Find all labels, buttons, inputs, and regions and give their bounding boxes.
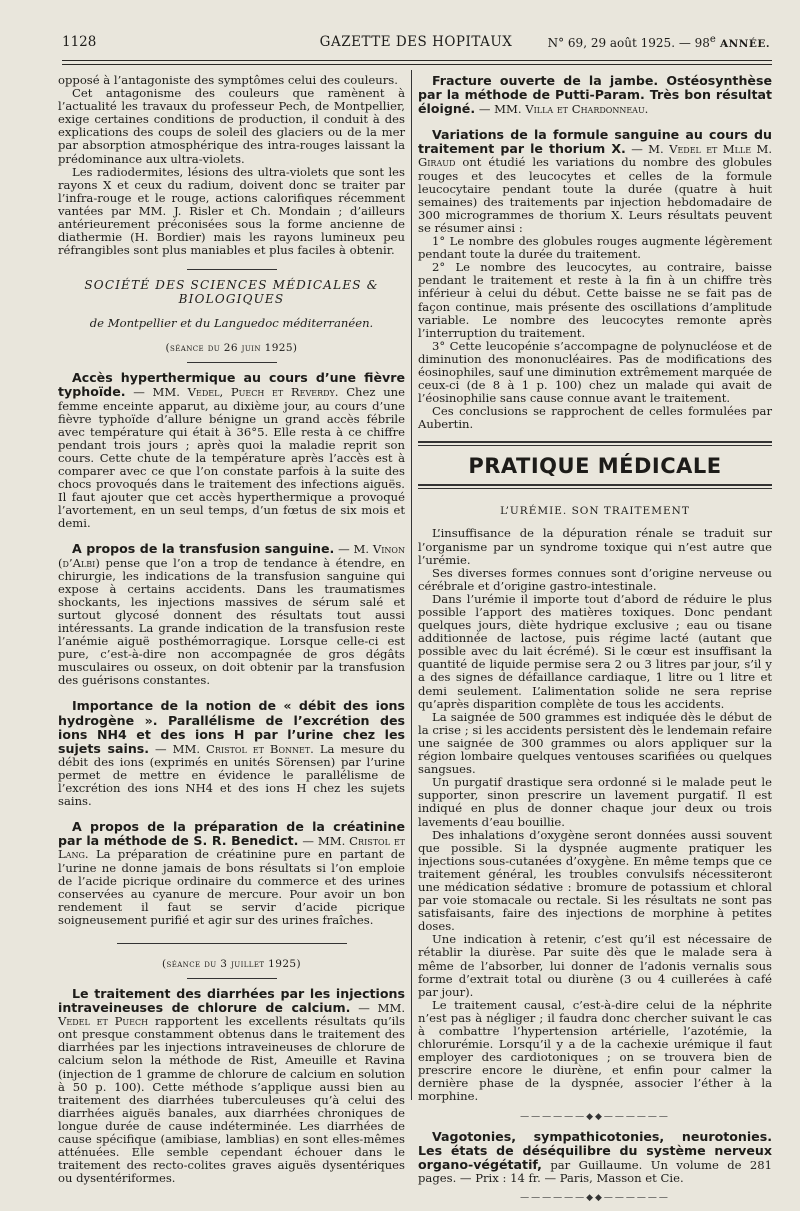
issue-info: N° 69, 29 août 1925. — 98e ANNÉE. — [547, 34, 770, 50]
article-title: Le traitement des diarrhées par les injections intraveineuses de chlorure de calcium. — [58, 985, 405, 1016]
ornament-divider: ——————◆◆—————— — [520, 1111, 670, 1122]
society-subtitle: de Montpellier et du Languedoc méditerranéen. — [89, 316, 374, 331]
paragraph: La saignée de 500 grammes est indiquée dès le début de la crise ; si les accidents persistent dès le lendemain refaire une saignée de 300 grammes ou alors appliquer sur la région lombaire quelques ventouses scarifiées ou quelques sangsues. — [418, 709, 772, 777]
paragraph: Une indication à retenir, c’est qu’il est nécessaire de rétablir la diurèse. Par suite dès que le malade sera à même de l’absorber, lui donner de l’adonis vernalis sous forme d’extrait total ou diurène (3 ou 4 cuillerées à café par jour). — [418, 932, 772, 999]
paragraph: Cet antagonisme des couleurs que ramènent à l’actualité les travaux du professeur Pech, de Montpellier, exige certaines conditions de production, il conduit à des explications des coups de soleil des glaciers ou de la mer par absorption atmosphérique des intra-rouges laissant la prédominance aux ultra-violets. — [58, 86, 405, 166]
section-rule — [418, 484, 772, 489]
article-authors: MM. Vedel et Puech — [58, 1001, 406, 1029]
divider — [117, 943, 347, 944]
article: A propos de la préparation de la créatinine par la méthode de S. R. Benedict. — MM. Cristol et Lang. La préparation de créatinine pure en partant de l’urine ne donne jamais de bons résultats si l’on emploie de l’acide picrique ordinaire du commerce et des urines conservées au cyanure de mercure. Pour avoir un bon rendement il faut se servir d’acide picrique soigneusement purifié et agir sur des urines fraîches. — [58, 819, 406, 927]
page-number: 1128 — [62, 34, 97, 50]
article-title: Accès hyperthermique au cours d’une fièvre typhoïde. — [58, 370, 405, 400]
article: Variations de la formule sanguine au cours du traitement par le thorium X. — M. Vedel et Mlle M. Giraud ont étudié les variations du nombre des globules rouges et des leucocytes et celles de la formule leucocytaire pendant toute la durée (quatre à huit semaines) des traitements par injection hebdomadaire de 300 microgrammes de thorium X. Leurs résultats peuvent se résumer ainsi : — [418, 127, 773, 235]
section-rule — [418, 441, 772, 446]
right-column — [418, 74, 772, 1211]
divider — [187, 269, 277, 270]
ornament-divider: ——————◆◆—————— — [520, 1192, 670, 1203]
article-authors: MM. Cristol et Lang. — [58, 834, 406, 862]
paragraph: opposé à l’antagoniste des symptômes celui des couleurs. — [58, 73, 398, 87]
article-title: A propos de la préparation de la créatinine par la méthode de S. R. Benedict. — [58, 819, 405, 849]
book-title: Vagotonies, sympathicotonies, neurotonies. Les états de déséquilibre du système nerveux organo-végétatif, — [418, 1128, 772, 1172]
session-date: (séance du 3 juillet 1925) — [162, 957, 301, 970]
paragraph: Ces conclusions se rapprochent de celles formulées par Aubertin. — [418, 404, 772, 432]
article-title: Importance de la notion de « débit des ions hydrogène ». Parallélisme de l’excrétion des ions NH4 et des ions H par l’urine chez les sujets sains. — [58, 698, 405, 756]
paragraph: Un purgatif drastique sera ordonné si le malade peut le supporter, sinon prescrire un lavement purgatif. Il est indiqué en plus de donner chaque jour deux ou trois lavements d’eau bouillie. — [418, 775, 772, 829]
article-authors: MM. Vedel, Puech et Reverdy. — [152, 385, 339, 400]
section-title: PRATIQUE MÉDICALE — [468, 454, 722, 479]
article-authors: MM. Cristol et Bonnet. — [172, 741, 314, 756]
session-date: (séance du 26 juin 1925) — [165, 342, 298, 355]
divider — [187, 362, 277, 363]
article-authors: M. Vinon (d’Albi) — [58, 542, 405, 570]
header-rule — [62, 60, 772, 61]
paragraph: L’insuffisance de la dépuration rénale se traduit sur l’organisme par un syndrome toxique qui n’est autre que l’urémie. — [418, 526, 772, 567]
article: Fracture ouverte de la jambe. Ostéosynthèse par la méthode de Putti-Param. Très bon résultat éloigné. — MM. Villa et Chardonneau. — [418, 73, 772, 117]
article-title: Variations de la formule sanguine au cours du traitement par le thorium X. — [418, 127, 772, 157]
paragraph: Le traitement causal, c’est-à-dire celui de la néphrite n’est pas à négliger ; il faudra donc chercher suivant le cas à combattre l’hypertension artérielle, l’azotémie, la chlorurémie. Lorsqu’il y a de la cachexie urémique il faut employer des cardiotoniques ; on se trouvera bien de prescrire encore le diurène, et enfin pour calmer la dernière phase de la dyspnée, associer l’éther à la morphine. — [418, 997, 772, 1104]
article-authors: M. Vedel et Mlle M. Giraud — [418, 142, 773, 170]
article: A propos de la transfusion sanguine. — M. Vinon (d’Albi) pense que l’on a trop de tendance à étendre, en chirurgie, les indications de la transfusion sanguine qui expose à certains accidents. Dans les traumatismes shockants, les injections massives de sérum salé et surtout glycosé donnent des résultats tout aussi intéressants. La grande indication de la transfusion reste l’anémie aiguë posthémorragique. Lorsque celle-ci est pure, c’est-à-dire non accompagnée de gros dégâts musculaires ou osseux, on doit obtenir par la transfusion des guérisons constantes. — [58, 541, 406, 688]
article: Importance de la notion de « débit des ions hydrogène ». Parallélisme de l’excrétion des ions NH4 et des ions H par l’urine chez les sujets sains. — MM. Cristol et Bonnet. La mesure du débit des ions (exprimés en unités Sörensen) par l’urine permet de mettre en évidence le parallélisme de l’excrétion des ions NH4 et des ions H chez les sujets sains. — [58, 698, 405, 809]
subsection-title: L’URÉMIE. SON TRAITEMENT — [500, 505, 690, 518]
journal-title: GAZETTE DES HOPITAUX — [319, 34, 513, 50]
article-authors: MM. Villa et Chardonneau. — [494, 102, 649, 117]
page-header — [62, 34, 770, 60]
column-separator — [411, 70, 412, 1100]
article-title: A propos de la transfusion sanguine. — [72, 541, 335, 557]
paragraph: Dans l’urémie il importe tout d’abord de réduire le plus possible l’apport des matières toxiques. Donc pendant quelques jours, diète hydrique exclusive ; eau ou tisane additionnée de lactose, puis régime lacté (autant que possible avec du lait écrémé). Si le cœur est insuffisant la quantité de liquide permise sera 2 ou 3 litres par jour, s’il y a des signes de défaillance cardiaque, 1 litre ou 1 litre et demi seulement. L’alimentation solide ne sera reprise qu’après disparition complète de tous les accidents. — [418, 591, 772, 711]
article-title: Fracture ouverte de la jambe. Ostéosynthèse par la méthode de Putti-Param. Très bon résultat éloigné. — [418, 73, 772, 117]
book-notice: Vagotonies, sympathicotonies, neurotonies. Les états de déséquilibre du système nerveux organo-végétatif, par Guillaume. Un volume de 281 pages. — Prix : 14 fr. — Paris, Masson et Cie. — [418, 1128, 772, 1185]
paragraph: 3° Cette leucopénie s’accompagne de polynucléose et de diminution des mononucléaires. Pas de modifications des éosinophiles, sauf une diminution extrêmement marquée de ceux-ci (de 8 à 1 p. 100) chez un malade qui avait de l’éosinophilie sans cause connue avant le traitement. — [418, 338, 772, 406]
left-column — [58, 74, 405, 1185]
paragraph: 1° Le nombre des globules rouges augmente légèrement pendant toute la durée du traitement. — [418, 234, 772, 262]
society-title: SOCIÉTÉ DES SCIENCES MÉDICALES & BIOLOGIQUES — [84, 278, 379, 307]
header-rule-2 — [62, 64, 772, 65]
paragraph: Ses diverses formes connues sont d’origine nerveuse ou cérébrale et d’origine gastro-intestinale. — [418, 565, 772, 593]
divider — [187, 978, 277, 979]
article: Accès hyperthermique au cours d’une fièvre typhoïde. — MM. Vedel, Puech et Reverdy. Chez une femme enceinte apparut, au dixième jour, au cours d’une fièvre typhoïde d’allure bénigne un grand accès fébrile avec température qui était à 36°5. Elle resta à ce chiffre pendant trois jours ; après quoi la maladie reprit son cours. Cette chute de la température après l’accès est à comparer avec ce que l’on constate parfois à la suite des chocs provoqués dans le traitement des infections aiguës. Il faut ajouter que cet accès hyperthermique a provoqué l’avortement, en un seul temps, d’un fœtus de six mois et demi. — [58, 370, 405, 531]
article: Le traitement des diarrhées par les injections intraveineuses de chlorure de calcium. — MM. Vedel et Puech rapportent les excellents résultats qu’ils ont presque constamment obtenus dans le traitement des diarrhées par les injections intraveineuses de chlorure de calcium selon la méthode de Rist, Ameuille et Ravina (injection de 1 gramme de chlorure de calcium en solution à 50 p. 100). Cette méthode s’applique aussi bien au traitement des diarrhées tuberculeuses qu’à celui des diarrhées aiguës banales, aux diarrhées chroniques de longue durée de cause indéterminée. Les diarrhées de cause spécifique (amibiase, lamblias) en sont elles-mêmes atténuées. Elle semble cependant échouer dans le traitement des recto-colites graves aiguës dysentériques ou dysentériformes. — [58, 985, 406, 1186]
paragraph: Des inhalations d’oxygène seront données aussi souvent que possible. Si la dyspnée augmente pratiquer les injections sous-cutanées d’oxygène. En même temps que ce traitement général, les troubles convulsifs nécessiteront une médication sédative : bromure de potassium et chloral par voie stomacale ou rectale. Si les résultats ne sont pas satisfaisants, faire des injections de morphine à petites doses. — [418, 827, 772, 934]
paragraph: Les radiodermites, lésions des ultra-violets que sont les rayons X et ceux du radium, doivent donc se traiter par l’infra-rouge et le rouge, actions calorifiques récemment vantées par MM. J. Risler et Ch. Mondain ; d’ailleurs antérieurement préconisées sous la forme ancienne de diathermie (H. Bordier) mais les rayons lumineux peu réfrangibles sont plus maniables et plus faciles à obtenir. — [58, 164, 405, 258]
paragraph: 2° Le nombre des leucocytes, au contraire, baisse pendant le traitement et reste à la fin à un chiffre très inférieur à celui du début. Cette baisse ne se fait pas de façon continue, mais présente des oscillations d’amplitude variable. Le nombre des leucocytes remonte après l’interruption du traitement. — [418, 260, 772, 340]
